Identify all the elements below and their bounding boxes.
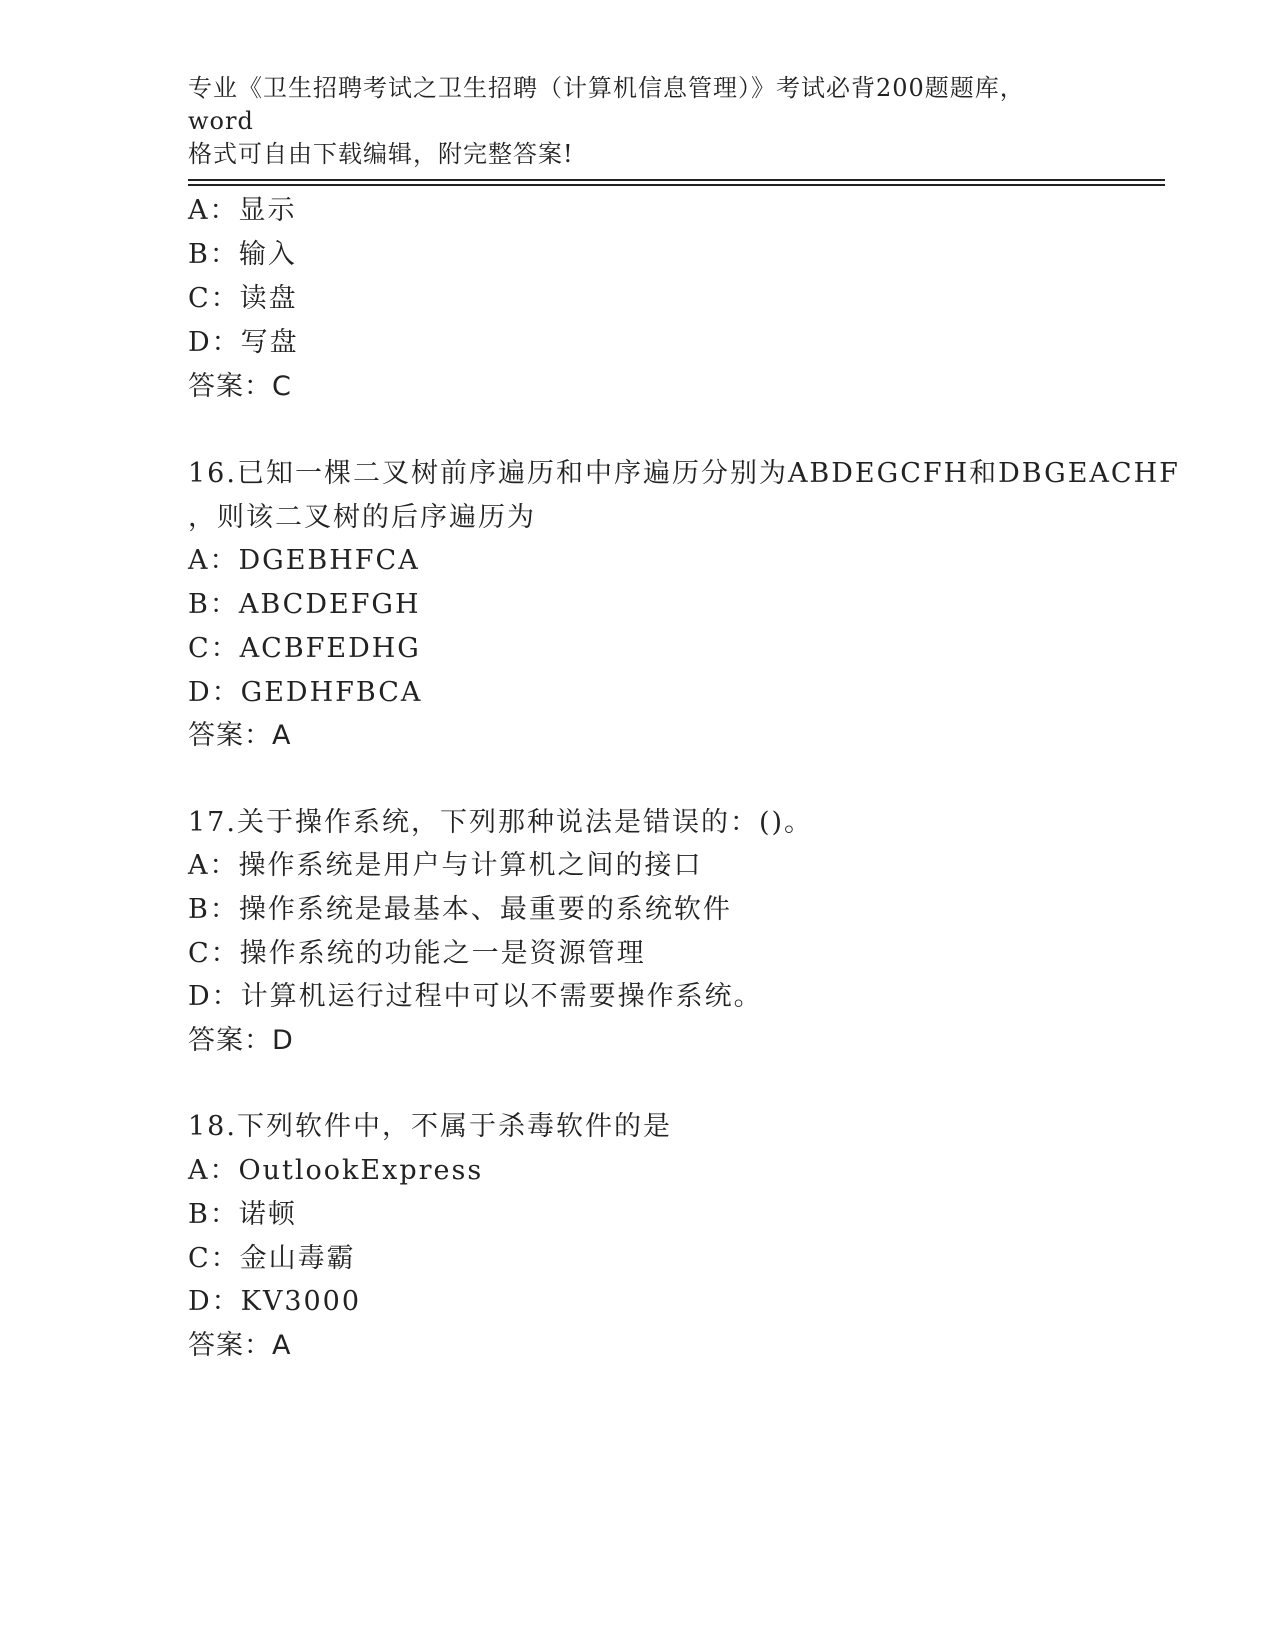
document-header	[188, 72, 1088, 171]
q17-stem-line-1: 17.关于操作系统，下列那种说法是错误的：()。	[188, 807, 814, 838]
q16-stem-line-1: 16.已知一棵二叉树前序遍历和中序遍历分别为ABDEGCFH和DBGEACHF	[188, 458, 1180, 489]
q18-option-d: D：KV3000	[188, 1286, 362, 1317]
header-line-1: 专业《卫生招聘考试之卫生招聘（计算机信息管理）》考试必背200题题库，word	[188, 74, 1025, 135]
q18-option-a: A：OutlookExpress	[188, 1155, 484, 1186]
q15-option-a: A：显示	[188, 195, 297, 226]
q16-option-d: D：GEDHFBCA	[188, 677, 423, 708]
q16-option-b: B：ABCDEFGH	[188, 589, 421, 620]
q17-answer: 答案：D	[188, 1025, 294, 1056]
q17-option-b: B：操作系统是最基本、最重要的系统软件	[188, 894, 732, 925]
q16-option-a: A：DGEBHFCA	[188, 545, 420, 576]
q18-option-b: B：诺顿	[188, 1199, 297, 1230]
q15-option-c: C：读盘	[188, 283, 298, 314]
header-divider-bottom	[188, 184, 1165, 186]
q18-answer: 答案：A	[188, 1330, 292, 1361]
q16-option-c: C：ACBFEDHG	[188, 633, 421, 664]
q15-answer: 答案：C	[188, 371, 292, 402]
q16-stem-line-2: ，则该二叉树的后序遍历为	[188, 502, 536, 533]
header-line-2: 格式可自由下载编辑，附完整答案!	[188, 140, 574, 168]
q17-option-c: C：操作系统的功能之一是资源管理	[188, 938, 646, 969]
q18-option-c: C：金山毒霸	[188, 1243, 356, 1274]
q15-option-d: D：写盘	[188, 327, 299, 358]
header-divider-top	[188, 179, 1165, 181]
q16-answer: 答案：A	[188, 720, 292, 751]
q17-option-d: D：计算机运行过程中可以不需要操作系统。	[188, 981, 763, 1012]
q15-option-b: B：输入	[188, 239, 297, 270]
q17-option-a: A：操作系统是用户与计算机之间的接口	[188, 850, 703, 881]
q18-stem-line-1: 18.下列软件中，不属于杀毒软件的是	[188, 1111, 672, 1142]
